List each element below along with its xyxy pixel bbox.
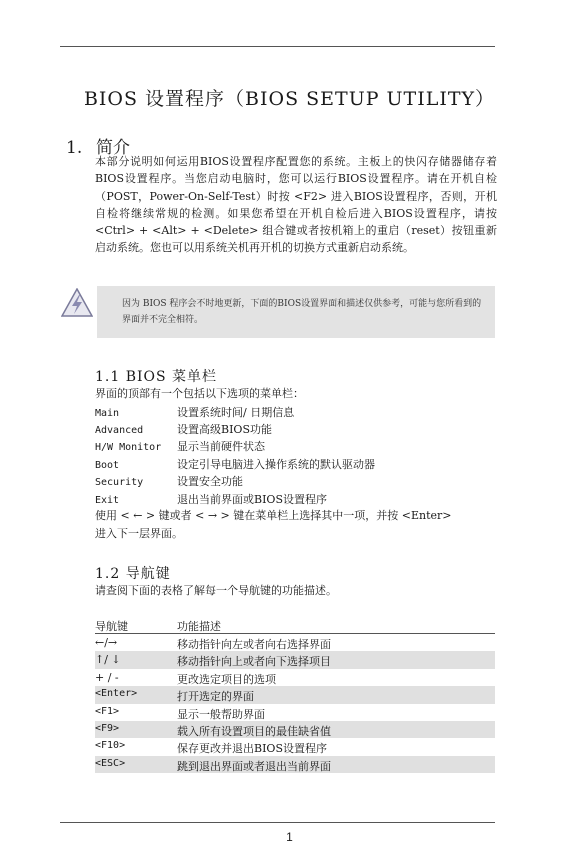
table-row <box>95 634 495 651</box>
menu-desc: 设置安全功能 <box>177 475 243 488</box>
row-desc: 保存更改并退出BIOS设置程序 <box>177 742 327 756</box>
row-key: <F1> <box>95 705 120 717</box>
row-key: <F10> <box>95 740 126 752</box>
menu-key: Main <box>95 408 120 419</box>
menu-key: Security <box>95 477 144 488</box>
menu-desc: 设置高级BIOS功能 <box>177 423 272 436</box>
section-number: 1. <box>66 138 83 158</box>
row-key: ←/→ <box>95 636 118 649</box>
row-key: <ESC> <box>95 757 126 769</box>
table-row <box>95 686 495 703</box>
row-desc: 移动指针向上或者向下选择项目 <box>177 655 331 669</box>
bottom-rule <box>60 822 495 823</box>
menu-desc: 退出当前界面或BIOS设置程序 <box>177 493 327 506</box>
menu-key: H/W Monitor <box>95 442 162 453</box>
menu-intro: 界面的顶部有一个包括以下选项的菜单栏： <box>95 387 304 400</box>
menu-desc: 设定引导电脑进入操作系统的默认驱动器 <box>177 458 375 471</box>
menu-item <box>95 404 294 420</box>
nav-intro: 请查阅下面的表格了解每一个导航键的功能描述。 <box>95 584 337 597</box>
note-box <box>97 286 495 338</box>
header-desc: 功能描述 <box>177 620 221 633</box>
header-key: 导航键 <box>95 620 128 633</box>
menu-key: Exit <box>95 495 120 506</box>
usage-line-2: 进入下一层界面。 <box>95 527 183 540</box>
menu-item <box>95 473 243 489</box>
table-row <box>95 721 495 738</box>
section-title: 简介 <box>96 138 130 158</box>
menu-item <box>95 456 375 472</box>
menu-item <box>95 438 265 454</box>
menu-desc: 显示当前硬件状态 <box>177 440 265 453</box>
menu-item <box>95 491 327 507</box>
menu-key: Boot <box>95 460 120 471</box>
menu-bar-heading: 1.1 BIOS 菜单栏 <box>95 369 218 385</box>
row-desc: 载入所有设置项目的最佳缺省值 <box>177 724 331 738</box>
row-key: <Enter> <box>95 688 138 700</box>
row-desc: 更改选定项目的选项 <box>177 672 276 686</box>
row-key: <F9> <box>95 722 120 734</box>
nav-key-table <box>95 618 495 773</box>
menu-item <box>95 421 272 437</box>
note-text: 因为 BIOS 程序会不时地更新，下面的BIOS设置界面和描述仅供参考，可能与您所看到的界面并不完全相符。 <box>122 299 482 325</box>
table-row <box>95 756 495 773</box>
page-number: 1 <box>286 830 293 844</box>
table-header <box>95 618 495 634</box>
row-desc: 跳到退出界面或者退出当前界面 <box>177 759 331 773</box>
table-row <box>95 651 495 668</box>
table-row <box>95 738 495 755</box>
usage-line-1: 使用 < ← > 键或者 < → > 键在菜单栏上选择其中一项，并按 <Enter> <box>95 509 452 522</box>
menu-desc: 设置系统时间/ 日期信息 <box>177 406 295 419</box>
row-desc: 移动指针向左或者向右选择界面 <box>177 638 331 651</box>
warning-icon <box>61 288 93 318</box>
intro-paragraph: 本部分说明如何运用BIOS设置程序配置您的系统。主板上的快闪存储器储存着BIOS设置程序。当您启动电脑时，您可以运行BIOS设置程序。请在开机自检（POST，Power-On-Self-Test）时按 <F2> 进入BIOS设置程序，否则，开机自检将继续常规的检测。如果您希望在开机自检后进入BIOS设置程序，请按 <Ctrl> + <Alt> + <Delete> 组合键或者按机箱上的重启（reset）按钮重新启动系统。您也可以用系统关机再开机的切换方式重新启动系统。 <box>95 155 497 255</box>
row-desc: 打开选定的界面 <box>177 690 254 704</box>
row-desc: 显示一般帮助界面 <box>177 707 265 721</box>
table-row <box>95 704 495 721</box>
page-title: BIOS 设置程序（BIOS SETUP UTILITY） <box>83 88 496 110</box>
top-rule <box>60 46 495 47</box>
row-key: ↑/ ↓ <box>95 653 121 667</box>
row-key: + / - <box>95 670 119 684</box>
menu-key: Advanced <box>95 425 144 436</box>
nav-keys-heading: 1.2 导航键 <box>95 566 171 582</box>
table-row <box>95 669 495 686</box>
